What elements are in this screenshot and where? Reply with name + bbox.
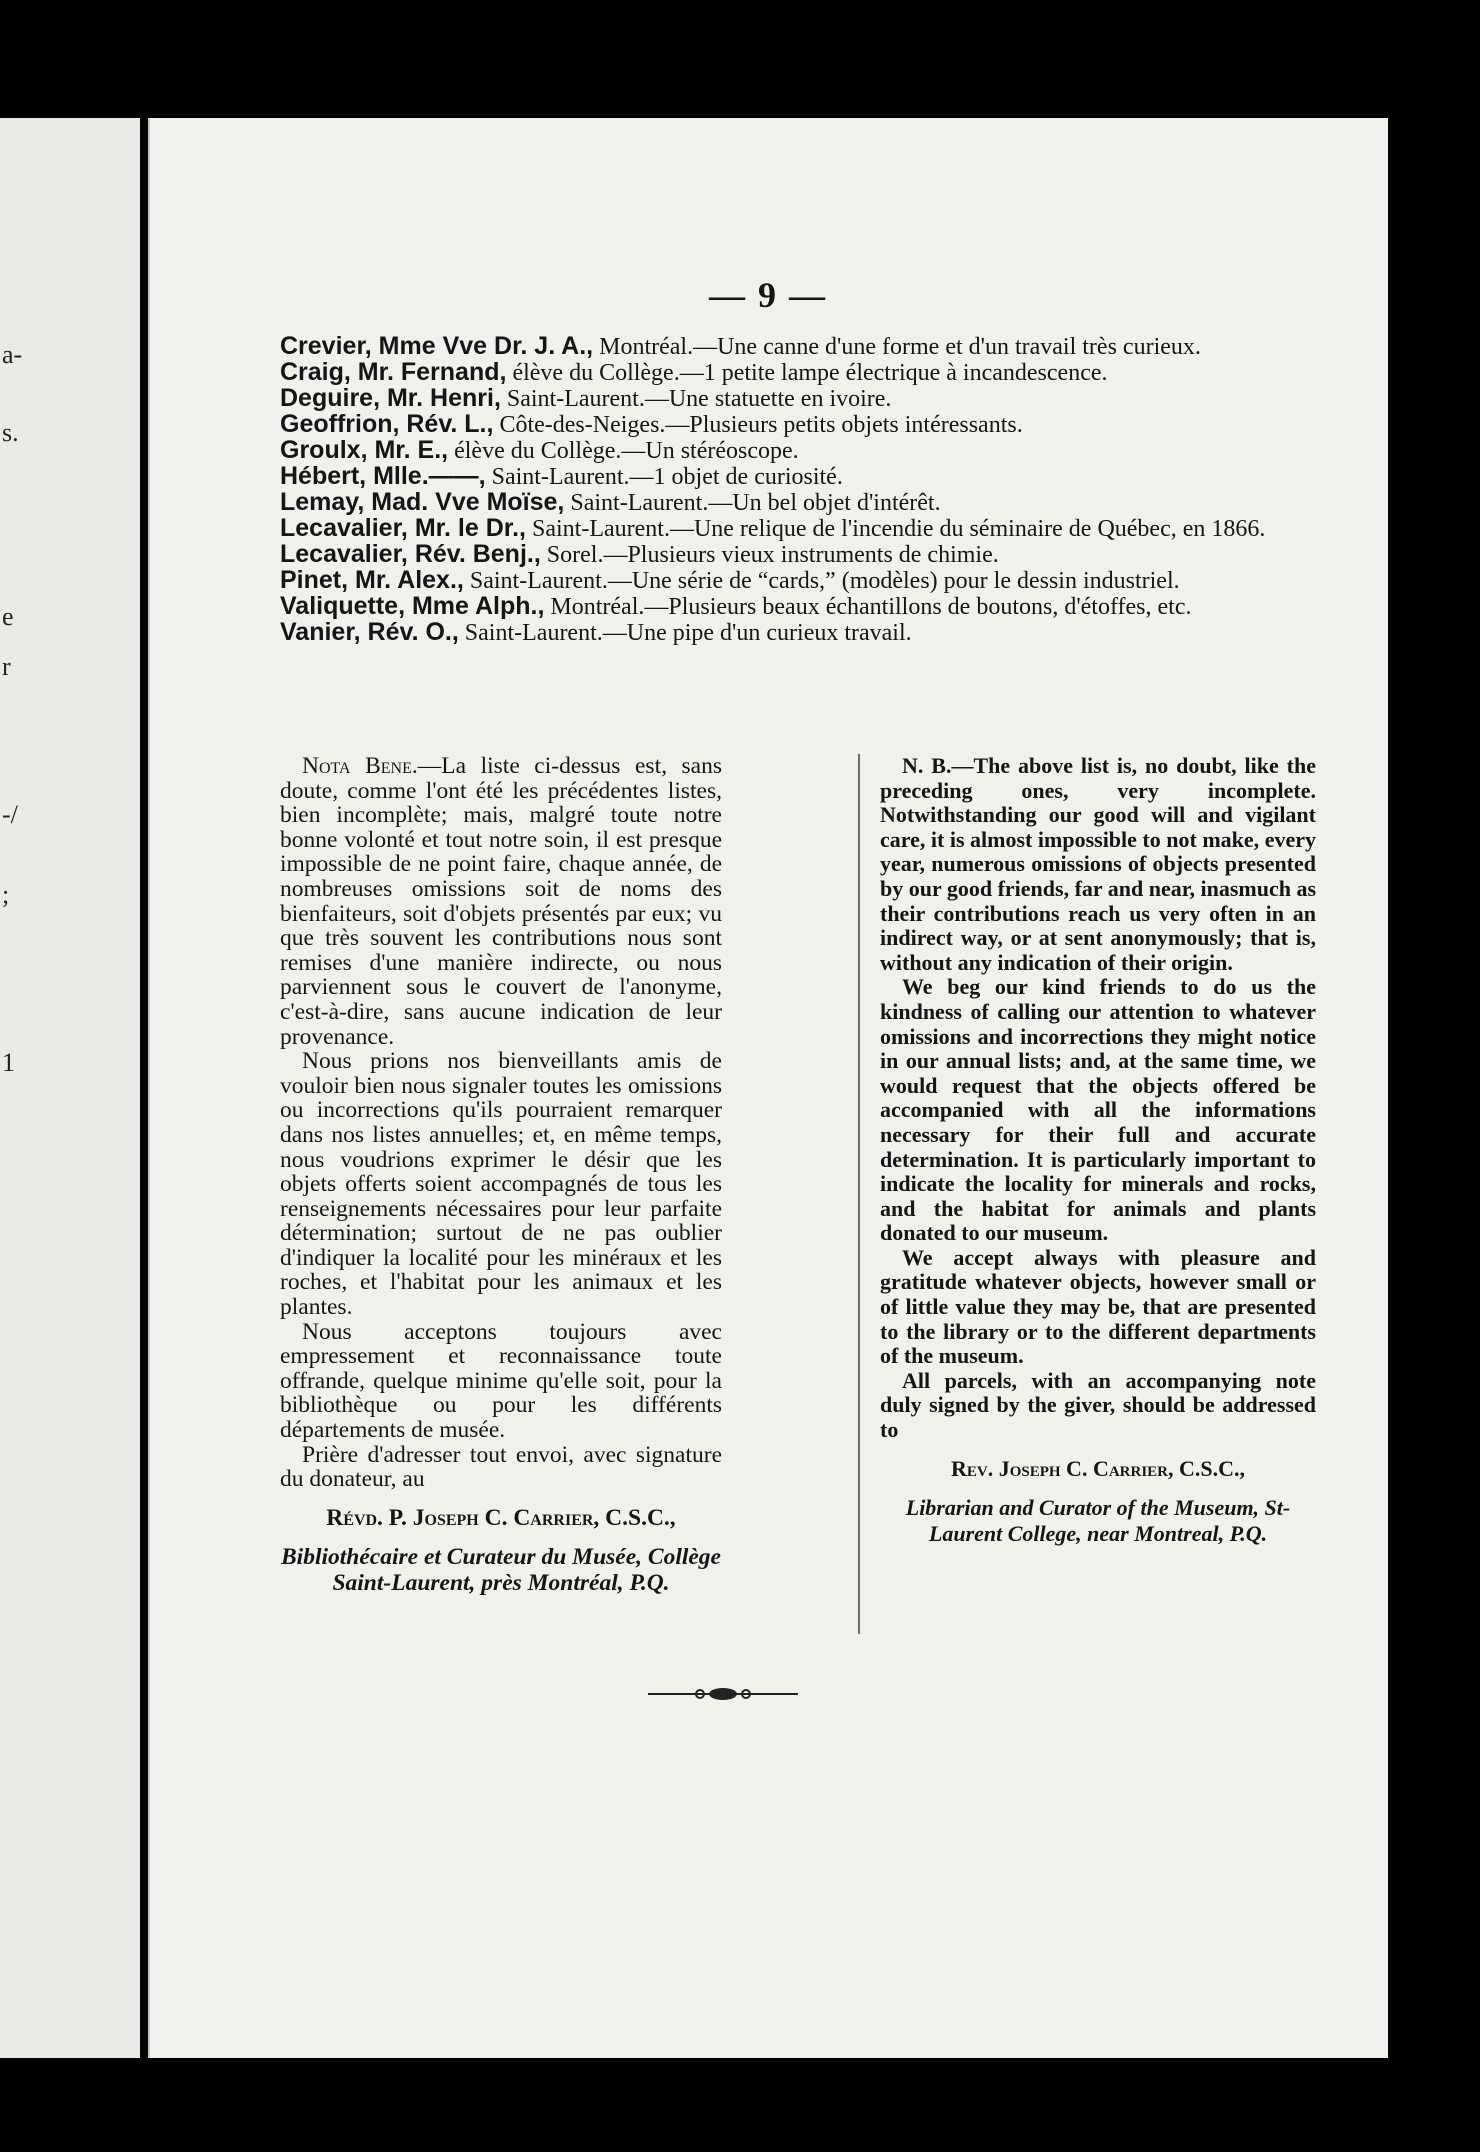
french-paragraph-text: —La liste ci-dessus est, sans doute, comme l'ont été les précédentes listes, bien incomplète; mais, malgré toute notre bonne volonté et tout notre soin, il est presque impossible de ne point faire, chaque année, de nombreuses omissions soit de noms des bienfaiteurs, soit d'objets présentés par eux; vu que très souvent les contributions nous sont remises d'une manière indirecte, ou nous parviennent sous le couvert de l'anonyme, c'est-à-dire, sans aucune indication de leur provenance.: [280, 753, 722, 1050]
donor-name: Valiquette, Mme Alph.,: [280, 592, 545, 620]
margin-fragment: e: [2, 602, 14, 631]
donor-gift: Saint-Laurent.—Un bel objet d'intérêt.: [564, 490, 941, 516]
french-paragraph: Nous acceptons toujours avec empressement et reconnaissance toute offrande, quelque minime qu'elle soit, pour la bibliothèque ou pour les différents départements de musée.: [280, 1318, 722, 1444]
french-paragraph: [280, 754, 722, 1049]
french-paragraph: Prière d'adresser tout envoi, avec signature du donateur, au: [280, 1441, 722, 1493]
donor-entry: [280, 568, 1320, 594]
donor-entry: [280, 386, 1320, 412]
french-paragraph: Nous prions nos bienveillants amis de vouloir bien nous signaler toutes les omissions ou incorrections qu'ils pourraient remarquer dans nos listes annuelles; et, en même temps, nous voudrions exprimer le désir que les objets offerts soient accompagnés de tous les renseignements nécessaires pour leur parfaite détermination; surtout de ne pas oublier d'indiquer la localité pour les minéraux et les roches, et l'habitat pour les animaux et les plantes.: [280, 1048, 722, 1321]
donor-entry: [280, 594, 1320, 620]
donor-gift: Montréal.—Une canne d'une forme et d'un travail très curieux.: [593, 334, 1201, 360]
page-number: — 9 —: [709, 275, 827, 315]
english-paragraph: We accept always with pleasure and gratitude whatever objects, however small or of little value they may be, that are presented to the library or to the different departments of the museum.: [880, 1244, 1316, 1369]
donor-name: Lecavalier, Mr. le Dr.,: [280, 514, 526, 542]
margin-fragment: 1: [2, 1048, 15, 1077]
margin-fragment: r: [2, 652, 11, 681]
donor-name: Deguire, Mr. Henri,: [280, 384, 501, 412]
donor-name: Craig, Mr. Fernand,: [280, 358, 507, 386]
ornament-divider-icon: [648, 1684, 798, 1704]
french-notice: [280, 754, 722, 1596]
donor-gift: Saint-Laurent.—1 objet de curiosité.: [485, 464, 843, 490]
english-addressee-title: Librarian and Curator of the Museum, St-Laurent College, near Montreal, P.Q.: [905, 1495, 1291, 1547]
donor-name: Pinet, Mr. Alex.,: [280, 566, 464, 594]
donor-entry: [280, 620, 1320, 646]
donor-gift: Saint-Laurent.—Une pipe d'un curieux travail.: [458, 620, 912, 646]
page-fold: [148, 118, 150, 2058]
donor-name: Geoffrion, Rév. L.,: [280, 410, 494, 438]
english-paragraph: N. B.—The above list is, no doubt, like the preceding ones, very incomplete. Notwithstanding our good will and vigilant care, it is almost impossible to not make, every year, numerous omissions of objects presented by our good friends, far and near, inasmuch as their contributions reach us very often in an indirect way, or at sent anonymously; that is, without any indication of their origin.: [880, 753, 1317, 975]
english-paragraph: All parcels, with an accompanying note duly signed by the giver, should be addressed to: [880, 1367, 1316, 1443]
donor-gift: Sorel.—Plusieurs vieux instruments de chimie.: [540, 542, 999, 568]
donor-entry: [280, 360, 1320, 386]
donor-name: Groulx, Mr. E.,: [280, 436, 449, 464]
notice-columns: [280, 754, 1320, 1634]
donor-name: Lemay, Mad. Vve Moïse,: [280, 488, 565, 516]
donor-entry: [280, 516, 1320, 542]
document-page: [148, 118, 1388, 2058]
english-paragraph: We beg our kind friends to do us the kindness of calling our attention to whatever omissions and incorrections they might notice in our annual lists; and, at the same time, we would request that the objects offered be accompanied with all the informations necessary for their full and accurate determination. It is particularly important to indicate the locality for minerals and rocks, and the habitat for animals and plants donated to our museum.: [880, 974, 1316, 1246]
donor-list: [280, 334, 1320, 646]
donor-gift: élève du Collège.—Un stéréoscope.: [448, 438, 799, 464]
donor-entry: [280, 464, 1320, 490]
nota-bene-label: Nota Bene.: [302, 753, 418, 779]
english-notice: [880, 754, 1316, 1547]
donor-gift: élève du Collège.—1 petite lampe électrique à incandescence.: [506, 360, 1108, 386]
column-divider: [858, 754, 860, 1634]
donor-entry: [280, 334, 1320, 360]
donor-name: Crevier, Mme Vve Dr. J. A.,: [280, 332, 594, 360]
margin-fragment: -/: [2, 800, 18, 829]
french-addressee-title: Bibliothécaire et Curateur du Musée, Collège Saint-Laurent, près Montréal, P.Q.: [281, 1544, 721, 1597]
english-addressee: Rev. Joseph C. Carrier, C.S.C.,: [950, 1455, 1246, 1481]
donor-gift: Saint-Laurent.—Une série de “cards,” (modèles) pour le dessin industriel.: [463, 568, 1180, 594]
donor-gift: Côte-des-Neiges.—Plusieurs petits objets intéressants.: [493, 412, 1023, 438]
margin-fragment: a-: [2, 340, 23, 369]
donor-entry: [280, 438, 1320, 464]
adjacent-page-edge: [0, 118, 140, 2058]
margin-fragment: ;: [2, 880, 10, 909]
french-addressee: Révd. P. Joseph C. Carrier, C.S.C.,: [326, 1504, 676, 1531]
donor-gift: Saint-Laurent.—Une relique de l'incendie du séminaire de Québec, en 1866.: [525, 516, 1266, 542]
donor-name: Lecavalier, Rév. Benj.,: [280, 540, 541, 568]
donor-name: Hébert, Mlle.——,: [280, 462, 486, 490]
margin-fragment: s.: [2, 418, 19, 447]
donor-entry: [280, 542, 1320, 568]
donor-name: Vanier, Rév. O.,: [280, 618, 459, 646]
donor-gift: Saint-Laurent.—Une statuette en ivoire.: [500, 386, 892, 412]
donor-entry: [280, 412, 1320, 438]
donor-gift: Montréal.—Plusieurs beaux échantillons de boutons, d'étoffes, etc.: [544, 594, 1192, 620]
donor-entry: [280, 490, 1320, 516]
